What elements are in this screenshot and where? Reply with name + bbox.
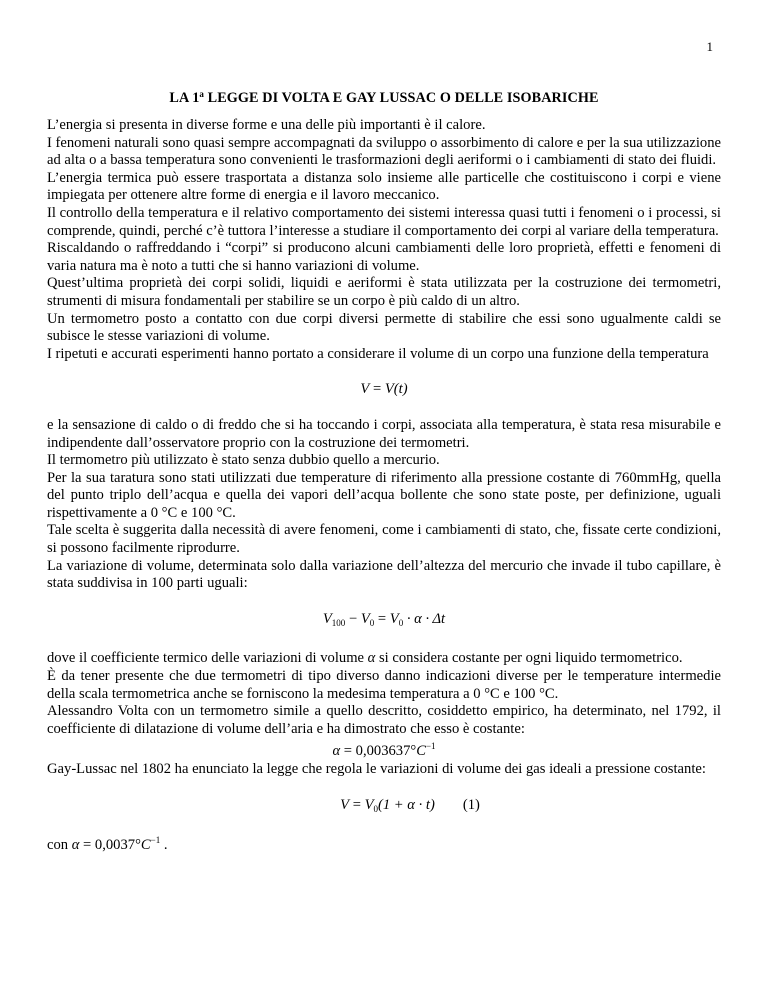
title-prefix: LA 1 (169, 90, 200, 106)
paragraph-1: L’energia si presenta in diverse forme e una delle più importanti è il calore. (47, 117, 486, 133)
paragraph-14 (47, 650, 721, 668)
eq1-lhs: V (360, 381, 370, 398)
page-title (0, 86, 768, 108)
paragraph-18-start: con (47, 837, 72, 854)
eq2-b: V (360, 610, 370, 627)
paragraph-14-start: dove il coefficiente termico delle variazioni di volume (47, 650, 368, 667)
eq5-tail: . (160, 837, 168, 854)
equation-volume-function (47, 381, 721, 399)
paragraph-13: La variazione di volume, determinata solo dalla variazione dell’altezza del mercurio che invade il tubo capillare, è stata suddivisa in 100 parti uguali: (47, 557, 721, 592)
eq1-op: = (369, 381, 385, 398)
equation-volta-coefficient (47, 738, 721, 761)
eq5-value: = 0,0037° (79, 837, 141, 854)
eq5-unit: C (140, 837, 151, 854)
eq2-b-sub: 0 (369, 617, 375, 628)
eq5-exp: −1 (150, 835, 161, 846)
paragraph-6: Quest’ultima proprietà dei corpi solidi, liquidi e aeriformi è stata utilizzata per la costruzione dei termometri, strumenti di misura fondamentali per stabilire se un corpo è più caldo di un altro. (47, 275, 721, 309)
eq3-exp: −1 (425, 741, 436, 752)
paragraph-10: Il termometro più utilizzato è stato senza dubbio quello a mercurio. (47, 452, 440, 469)
paragraph-3: L’energia termica può essere trasportata a distanza solo insieme alle particelle che costituiscono i corpi e viene impiegata per ottenere altre forme di energia e il lavoro meccanico. (47, 169, 721, 204)
eq2-c: V (389, 610, 399, 627)
eq2-c-sub: 0 (398, 617, 404, 628)
eq1-arg: (t) (393, 381, 408, 398)
eq4-eq: = (349, 796, 365, 813)
paragraph-9: e la sensazione di caldo o di freddo che si ha toccando i corpi, associata alla temperatura, è stata resa misurabile e indipendente dall’osservatore proprio con la costruzione dei termometri. (47, 416, 721, 451)
eq4-v0: V (364, 796, 374, 813)
eq5-lhs: α (71, 837, 80, 854)
paragraph-14-end: si considera costante per ogni liquido termometrico. (375, 650, 683, 667)
paragraph-5: Riscaldando o raffreddando i “corpi” si producono alcuni cambiamenti delle loro proprietà, effetti e fenomeni di varia natura ma è noto a tutti che si hanno variazioni di volume. (47, 240, 721, 274)
eq2-minus: − (345, 610, 361, 627)
eq1-func: V (384, 381, 394, 398)
page-number: 1 (706, 39, 713, 54)
paragraph-2: I fenomeni naturali sono quasi sempre accompagnati da sviluppo o assorbimento di calore e per la sua utilizzazione ad alta o a bassa temperatura sono convenienti le trasformazioni degli aeriformi o i cambiamenti di stato dei fluidi. (47, 134, 721, 169)
paragraph-7: Un termometro posto a contatto con due corpi diversi permette di stabilire che essi sono ugualmente caldi se subisce le stesse variazioni di volume. (47, 310, 721, 345)
eq2-eq: = (374, 610, 390, 627)
paragraph-18 (47, 832, 721, 855)
title-rest: LEGGE DI VOLTA E GAY LUSSAC O DELLE ISOBARICHE (204, 90, 599, 106)
paragraph-15: È da tener presente che due termometri di tipo diverso danno indicazioni diverse per le temperature intermedie della scala termometrica anche se forniscono la medesima temperatura a 0 °C e 100 °C. (47, 668, 721, 702)
eq2-a-sub: 100 (331, 617, 346, 628)
equation-number: (1) (462, 796, 480, 813)
eq4-lhs: V (340, 796, 350, 813)
eq3-unit: C (416, 743, 426, 760)
eq3-lhs: α (332, 743, 341, 760)
eq3-value: = 0,003637° (340, 743, 417, 760)
eq4-v0-sub: 0 (373, 803, 378, 814)
paragraph-8: I ripetuti e accurati esperimenti hanno portato a considerare il volume di un corpo una funzione della temperatura (47, 345, 709, 362)
alpha-symbol: α (367, 650, 376, 667)
paragraph-4: Il controllo della temperatura e il relativo comportamento dei sistemi interessa quasi tutti i fenomeni o i processi, si comprende, quindi, perché c’è tuttora l’interesse a studiare il comportamento dei corpi al variare della temperatura. (47, 204, 721, 239)
paragraph-11: Per la sua taratura sono stati utilizzati due temperature di riferimento alla pressione costante di 760mmHg, quella del punto triplo dell’acqua e quella dei vapori dell’acqua bollente che sono state poste, per definizione, uguali rispettivamente a 0 °C e 100 °C. (47, 469, 721, 521)
eq2-a: V (322, 610, 332, 627)
paragraph-12: Tale scelta è suggerita dalla necessità di avere fenomeni, come i cambiamenti di stato, che, fissate certe condizioni, si possono facilmente riprodurre. (47, 522, 721, 557)
equation-gay-lussac (47, 797, 721, 819)
eq4-rest: (1 + α · t) (378, 796, 435, 813)
eq2-rest: · α · Δt (403, 610, 446, 627)
document-body (47, 117, 721, 855)
paragraph-17: Gay-Lussac nel 1802 ha enunciato la legge che regola le variazioni di volume dei gas ideali a pressione costante: (47, 761, 706, 777)
title-superscript: a (199, 89, 204, 99)
paragraph-16: Alessandro Volta con un termometro simile a quello descritto, cosiddetto empirico, ha determinato, nel 1792, il coefficiente di dilatazione di volume dell’aria e ha dimostrato che esso è costante: (47, 703, 721, 737)
equation-volume-variation (47, 611, 721, 633)
